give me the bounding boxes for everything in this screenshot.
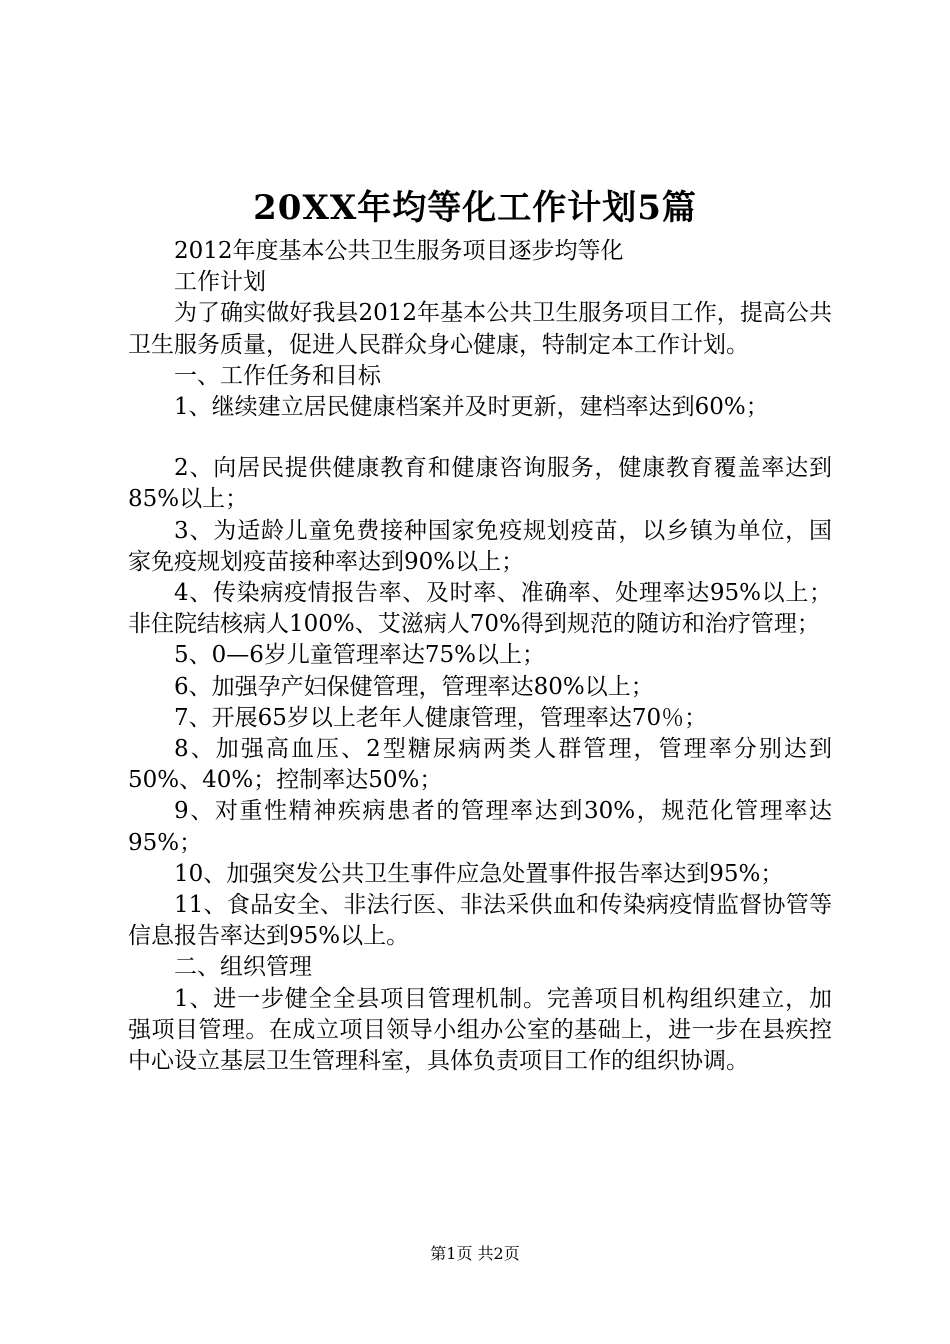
list-item: 11、食品安全、非法行医、非法采供血和传染病疫情监督协管等信息报告率达到95%以上。 (128, 892, 832, 950)
list-item: 8、加强高血压、2型糖尿病两类人群管理，管理率分别达到50%、40%；控制率达50%； (128, 736, 832, 794)
list-item: 2、向居民提供健康教育和健康咨询服务，健康教育覆盖率达到85%以上； (128, 455, 832, 513)
list-item: 5、0—6岁儿童管理率达75%以上； (174, 642, 546, 669)
subtitle-line-2: 工作计划 (174, 269, 266, 296)
list-item: 9、对重性精神疾病患者的管理率达到30%，规范化管理率达95%； (128, 798, 832, 856)
list-item: 1、继续建立居民健康档案并及时更新，建档率达到60%； (174, 394, 769, 421)
intro-paragraph: 为了确实做好我县2012年基本公共卫生服务项目工作，提高公共卫生服务质量，促进人民群众身心健康，特制定本工作计划。 (128, 300, 832, 358)
list-item: 7、开展65岁以上老年人健康管理，管理率达70％； (174, 704, 708, 731)
document-title: 20XX年均等化工作计划5篇 (253, 188, 697, 228)
list-item: 10、加强突发公共卫生事件应急处置事件报告率达到95%； (174, 860, 784, 887)
subtitle-line-1: 2012年度基本公共卫生服务项目逐步均等化 (174, 238, 624, 264)
section-heading: 一、工作任务和目标 (174, 362, 381, 389)
list-item: 6、加强孕产妇保健管理，管理率达80%以上； (174, 673, 654, 700)
document-body (128, 236, 832, 1077)
list-item: 1、进一步健全全县项目管理机制。完善项目机构组织建立，加强项目管理。在成立项目领导小组办公室的基础上，进一步在县疾控中心设立基层卫生管理科室，具体负责项目工作的组织协调。 (128, 985, 832, 1075)
section-heading: 二、组织管理 (174, 954, 312, 981)
list-item: 3、为适龄儿童免费接种国家免疫规划疫苗，以乡镇为单位，国家免疫规划疫苗接种率达到90%以上； (128, 517, 832, 575)
list-item: 4、传染病疫情报告率、及时率、准确率、处理率达95%以上；非住院结核病人100%、艾滋病人70%得到规范的随访和治疗管理； (128, 580, 832, 638)
page-footer: 第1页 共2页 (430, 1244, 520, 1263)
